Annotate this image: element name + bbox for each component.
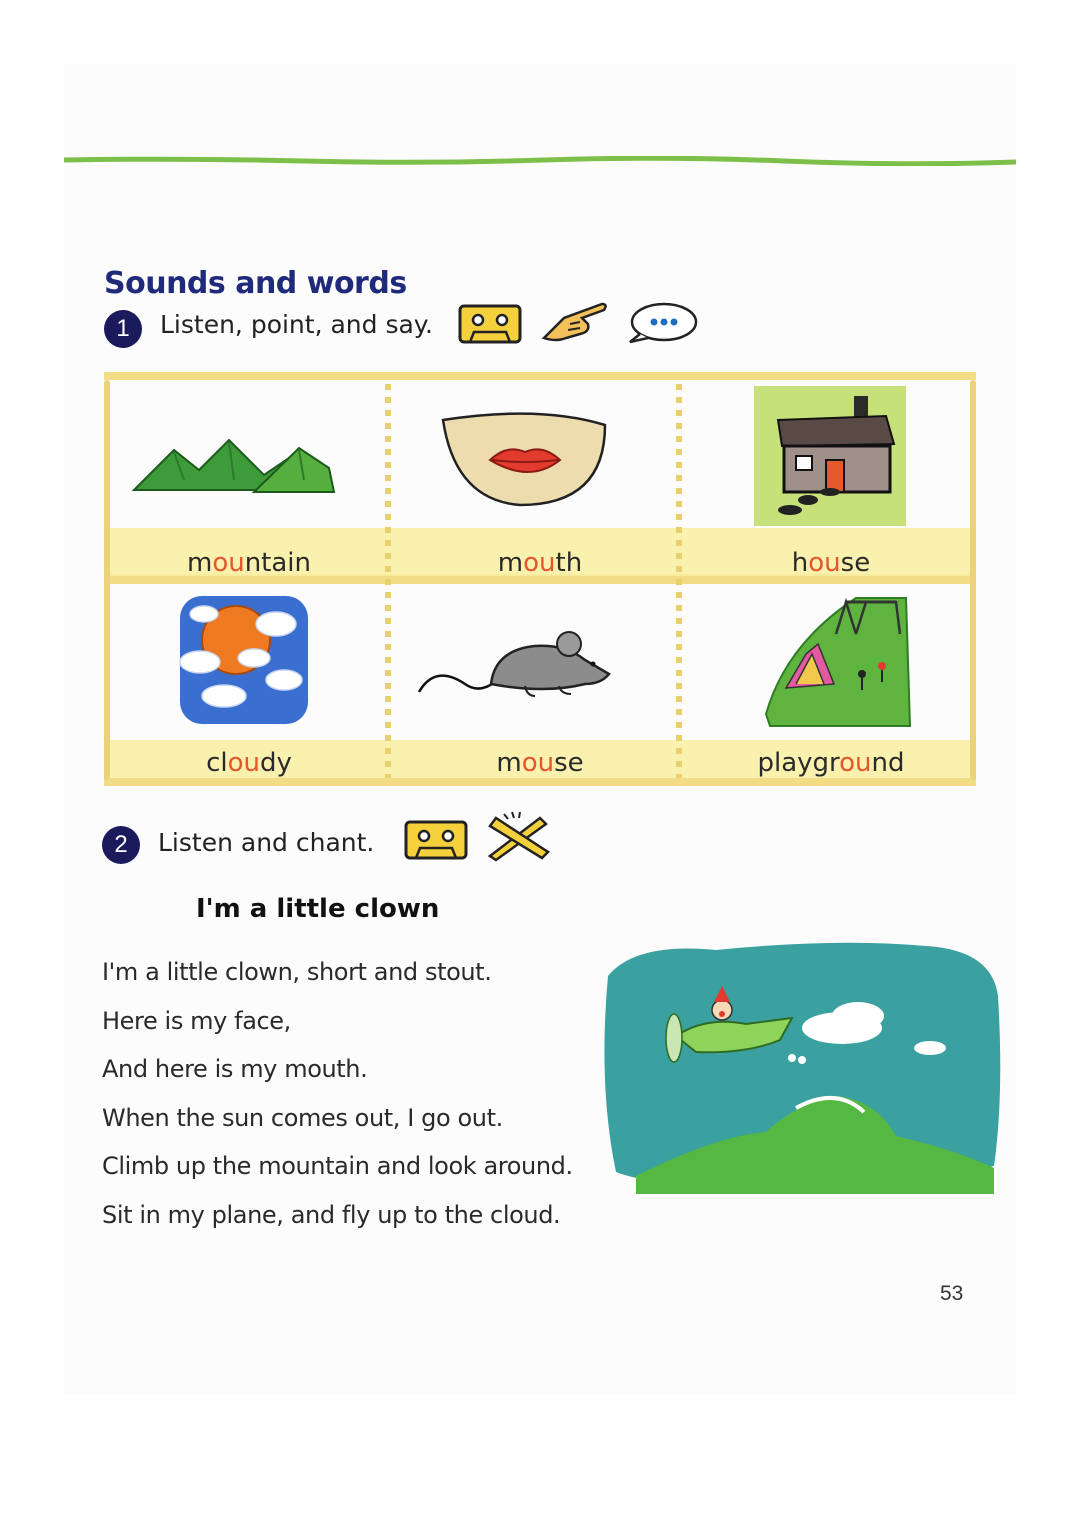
drumsticks-icon[interactable] xyxy=(484,810,554,862)
word-label: mountain xyxy=(186,548,312,578)
word-card-playground[interactable] xyxy=(686,584,976,790)
chant-line: I'm a little clown, short and stout. xyxy=(102,958,492,986)
chant-line: When the sun comes out, I go out. xyxy=(102,1103,503,1132)
word-card-mouth[interactable] xyxy=(395,380,685,586)
word-card-house[interactable] xyxy=(686,380,976,586)
chant-line: Sit in my plane, and fly up to the cloud. xyxy=(102,1200,561,1229)
word-picture-grid xyxy=(104,372,976,786)
mouth-picture xyxy=(395,380,685,536)
activity-number-1: 1 xyxy=(104,310,142,348)
word-label: mouth xyxy=(497,548,583,578)
activity-1-instruction: Listen, point, and say. xyxy=(160,310,433,339)
section-title: Sounds and words xyxy=(104,266,407,301)
playground-picture xyxy=(686,584,976,740)
word-label: mouse xyxy=(496,748,584,778)
house-picture xyxy=(686,380,976,536)
word-card-mouse[interactable] xyxy=(395,584,685,790)
chant-line: Climb up the mountain and look around. xyxy=(102,1152,573,1181)
speech-bubble-icon[interactable] xyxy=(626,300,698,346)
word-card-cloudy[interactable] xyxy=(104,584,394,790)
cloudy-picture xyxy=(104,584,394,740)
cassette-icon[interactable] xyxy=(458,304,522,344)
word-label: house xyxy=(791,548,871,578)
clown-plane-illustration xyxy=(596,936,1004,1198)
chant-line: Here is my face, xyxy=(102,1006,291,1035)
word-label: cloudy xyxy=(206,748,292,778)
word-card-mountain[interactable] xyxy=(104,380,394,586)
chant-lines xyxy=(102,948,602,1240)
top-green-rule xyxy=(64,156,1016,166)
activity-number-2: 2 xyxy=(102,826,140,864)
pointing-hand-icon[interactable] xyxy=(540,298,610,344)
activity-2-instruction: Listen and chant. xyxy=(158,828,375,857)
page-number: 53 xyxy=(940,1282,964,1305)
chant-title: I'm a little clown xyxy=(196,894,440,924)
mountain-picture xyxy=(104,380,394,536)
cassette-icon[interactable] xyxy=(404,820,468,860)
chant-line: And here is my mouth. xyxy=(102,1055,368,1084)
mouse-picture xyxy=(395,584,685,740)
word-label: playground xyxy=(757,748,905,778)
